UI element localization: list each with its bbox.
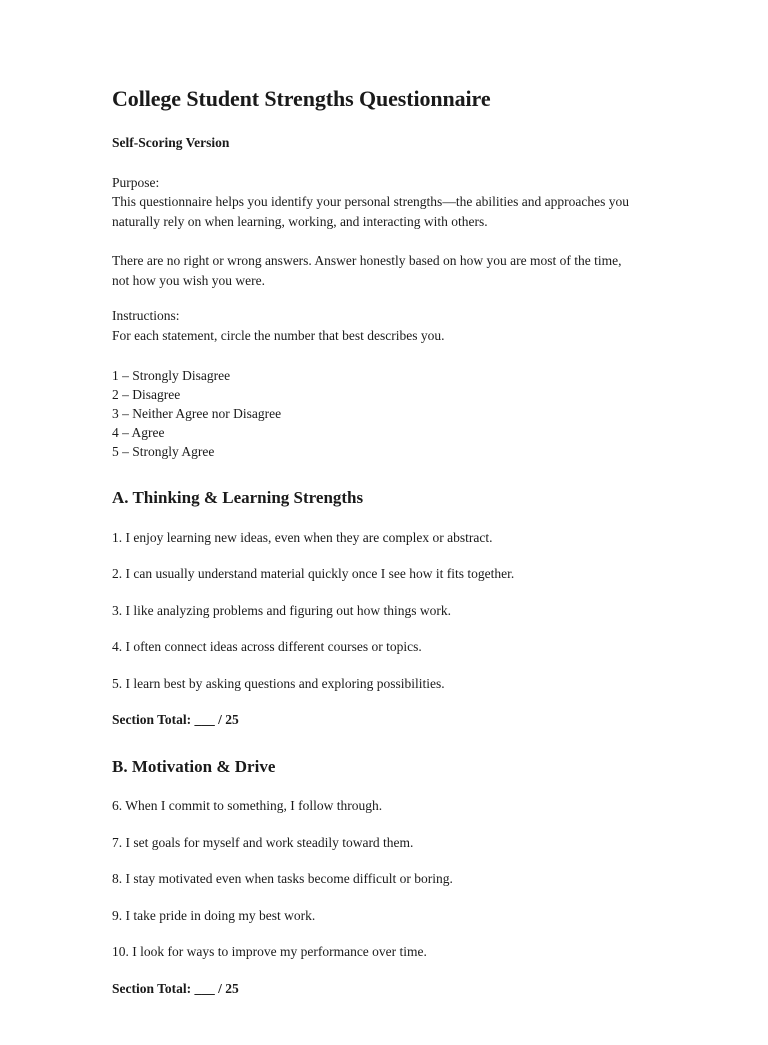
- scale-item: 2 – Disagree: [112, 386, 181, 402]
- question-item: 9. I take pride in doing my best work.: [112, 907, 316, 923]
- instructions-label: Instructions:: [112, 308, 180, 324]
- scale-item: 4 – Agree: [112, 425, 165, 441]
- question-item: 6. When I commit to something, I follow through.: [112, 798, 383, 814]
- section-a-total: Section Total: ___ / 25: [112, 712, 239, 728]
- purpose-text: This questionnaire helps you identify your personal strengths—the abilities and approaches you naturally rely on when learning, working, and interacting with others.: [112, 194, 630, 229]
- question-item: 5. I learn best by asking questions and exploring possibilities.: [112, 675, 445, 691]
- section-b-total: Section Total: ___ / 25: [112, 981, 239, 997]
- instructions-block: [112, 306, 637, 345]
- honesty-note: There are no right or wrong answers. Answer honestly based on how you are most of the time, not how you wish you were.: [112, 253, 622, 288]
- question-item: 10. I look for ways to improve my performance over time.: [112, 944, 427, 960]
- section-a-heading: A. Thinking & Learning Strengths: [112, 488, 364, 508]
- scale-item: 5 – Strongly Agree: [112, 444, 215, 460]
- purpose-block: [112, 173, 637, 232]
- instructions-text: For each statement, circle the number that best describes you.: [112, 327, 445, 343]
- rating-scale-list: [112, 366, 637, 462]
- question-item: 2. I can usually understand material quickly once I see how it fits together.: [112, 566, 515, 582]
- section-b-heading: B. Motivation & Drive: [112, 756, 276, 776]
- question-item: 4. I often connect ideas across different courses or topics.: [112, 639, 422, 655]
- question-item: 8. I stay motivated even when tasks become difficult or boring.: [112, 871, 453, 887]
- question-item: 7. I set goals for myself and work steadily toward them.: [112, 834, 414, 850]
- question-item: 3. I like analyzing problems and figuring out how things work.: [112, 602, 451, 618]
- section-b: [112, 756, 637, 999]
- page-title: College Student Strengths Questionnaire: [112, 86, 491, 111]
- purpose-label: Purpose:: [112, 174, 160, 190]
- scale-item: 3 – Neither Agree nor Disagree: [112, 405, 282, 421]
- question-item: 1. I enjoy learning new ideas, even when they are complex or abstract.: [112, 529, 493, 545]
- document-subtitle: Self-Scoring Version: [112, 135, 230, 151]
- scale-item: 1 – Strongly Disagree: [112, 367, 231, 383]
- section-a: [112, 487, 637, 730]
